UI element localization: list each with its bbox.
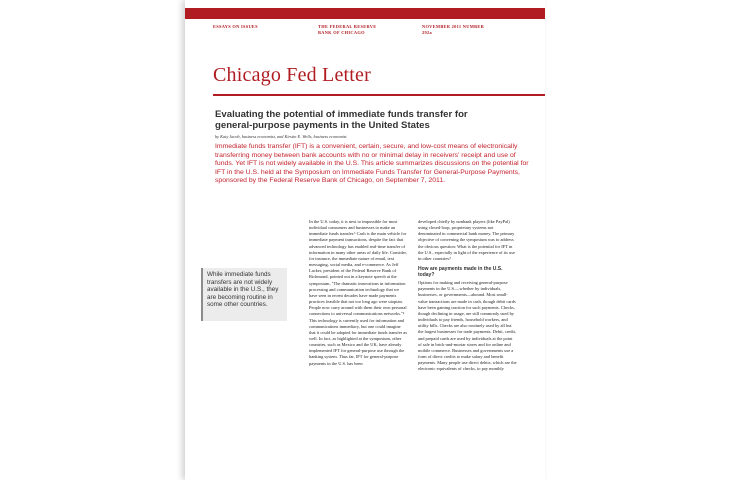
- body-column-1: In the U.S. today, it is next to impossible for most individual consumers and businesses to make an immediate funds transfer.¹ Cash is the main vehicle for immediate payment transactions, despite the fact that advanced technology has enabled real-time transfer of information in many other areas of daily life. Consider, for instance, the immediate nature of email, text messaging, social media, and e-commerce. As Jeff Lacker, president of the Federal Reserve Bank of Richmond, pointed out in a keynote speech at the symposium, "The dramatic innovations in information processing and communication technology that we have seen in recent decades have made payments practices feasible that not too long ago were utopian. People now carry around with them their own personal connections to universal communications networks."² This technology is currently used for information and communications immediacy, but one could imagine that it could be adapted for immediate funds transfer as well. In fact, as highlighted at the symposium, other countries, such as Mexico and the UK, have already implemented IFT for general-purpose use through the banking system. Thus far, IFT for general-purpose payments in the U.S. has been: [309, 219, 407, 366]
- publisher-label: THE FEDERAL RESERVE BANK OF CHICAGO: [318, 24, 377, 35]
- article-byline: by Katy Jacob, business economist, and Kirstin E. Wells, business economist: [215, 134, 347, 139]
- series-label: ESSAYS ON ISSUES: [213, 24, 258, 29]
- issue-label: NOVEMBER 2011 NUMBER 292a: [422, 24, 485, 35]
- masthead-title: Chicago Fed Letter: [213, 64, 371, 86]
- body-column-2-intro: developed chiefly by nonbank players (like PayPal) using closed-loop, proprietary systems not denominated in commercial bank money. The primary objective of convening the symposium was to address the obvious question: What is the potential for IFT in the U.S., especially in light of the experience of its use in other countries?: [418, 219, 515, 261]
- header-red-bar: [185, 8, 545, 19]
- pull-quote: While immediate funds transfers are not widely available in the U.S., they are becoming routine in some other countries.: [201, 268, 287, 321]
- masthead-rule: [213, 94, 545, 96]
- body-column-2-section: Options for making and receiving general-purpose payments in the U.S.—whether by individuals, businesses, or governments—abound. Most small-value transactions are made in cash, though debit cards have been gaining traction for such payments. Checks, though declining in usage, are still commonly used by individuals to pay friends, household workers, and utility bills. Checks are also routinely used by all but the largest businesses for trade payments. Debit, credit, and prepaid cards are used by individuals at the point of sale in brick-and-mortar stores and for online and mobile commerce. Businesses and governments use a form of direct credits to make salary and benefit payments. Many people use direct debits, which are the electronic equivalents of checks, to pay monthly: [418, 280, 517, 372]
- article-title: Evaluating the potential of immediate funds transfer for general-purpose payments in the United States: [215, 109, 468, 131]
- letter-page: [185, 0, 545, 480]
- article-summary: Immediate funds transfer (IFT) is a convenient, certain, secure, and low-cost means of electronically transferring money between bank accounts with no or minimal delay in receivers' receipt and use of funds. Yet IFT is not widely available in the U.S. This article summarizes discussions on the potential for IFT in the U.S. held at the Symposium on Immediate Funds Transfer for General-Purpose Payments, sponsored by the Federal Reserve Bank of Chicago, on September 7, 2011.: [215, 143, 529, 185]
- section-subhead: How are payments made in the U.S. today?: [418, 266, 503, 279]
- body-column-2: [418, 219, 517, 372]
